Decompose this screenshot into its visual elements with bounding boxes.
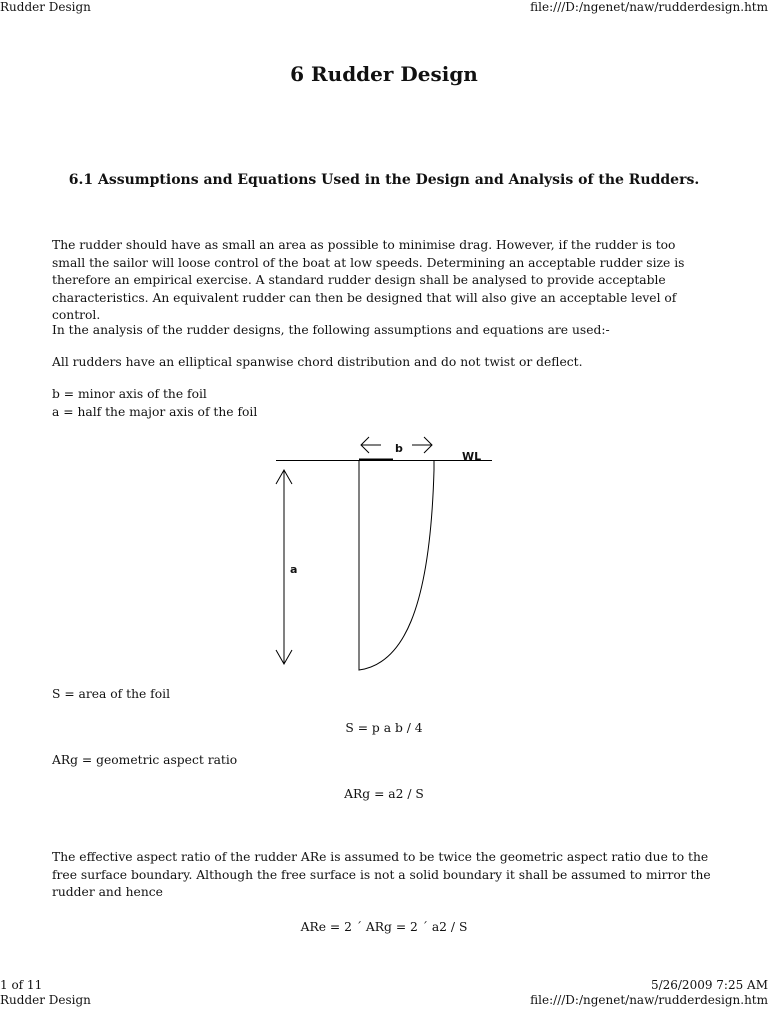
print-footer-date: 5/26/2009 7:25 AM xyxy=(650,978,768,992)
definition-S: S = area of the foil xyxy=(52,687,171,701)
equation-effective-aspect-ratio: ARe = 2 ´ ARg = 2 ´ a2 / S xyxy=(300,920,468,934)
definition-ARg: ARg = geometric aspect ratio xyxy=(52,753,238,767)
print-header-url: file:///D:/ngenet/naw/rudderdesign.htm xyxy=(530,0,768,14)
equation-geometric-aspect-ratio: ARg = a2 / S xyxy=(344,787,424,801)
paragraph-elliptical: All rudders have an elliptical spanwise chord distribution and do not twist or deflect. xyxy=(52,355,583,369)
page-title: 6 Rudder Design xyxy=(290,62,478,86)
next-page-header-title: Rudder Design xyxy=(0,993,91,1007)
print-header-title: Rudder Design xyxy=(0,0,91,14)
paragraph-assumptions: In the analysis of the rudder designs, the following assumptions and equations are used:- xyxy=(52,323,610,337)
next-page-header-url: file:///D:/ngenet/naw/rudderdesign.htm xyxy=(530,993,768,1007)
b-label: b xyxy=(395,442,403,455)
section-title: 6.1 Assumptions and Equations Used in the Design and Analysis of the Rudders. xyxy=(68,172,700,188)
definition-b: b = minor axis of the foil xyxy=(52,387,207,401)
waterline-label: WL xyxy=(462,450,482,463)
paragraph-effective: The effective aspect ratio of the rudder ARe is assumed to be twice the geometric aspect ratio due to the free surface boundary. Although the free surface is not a solid boundary it shall be assumed to mirror the rudder and hence xyxy=(52,850,711,900)
rudder-outline xyxy=(359,460,434,670)
paragraph-intro: The rudder should have as small an area as possible to minimise drag. However, if the rudder is too small the sailor will loose control of the boat at low speeds. Determining an acceptable rudder size is therefore an empirical exercise. A standard rudder design shall be analysed to provide acceptable characteristics. An equivalent rudder can then be designed that will also give an acceptable level of control. xyxy=(52,238,685,323)
print-footer-page: 1 of 11 xyxy=(0,978,43,992)
a-label: a xyxy=(290,563,298,576)
equation-area: S = p a b / 4 xyxy=(345,721,423,735)
definition-a: a = half the major axis of the foil xyxy=(52,405,258,419)
